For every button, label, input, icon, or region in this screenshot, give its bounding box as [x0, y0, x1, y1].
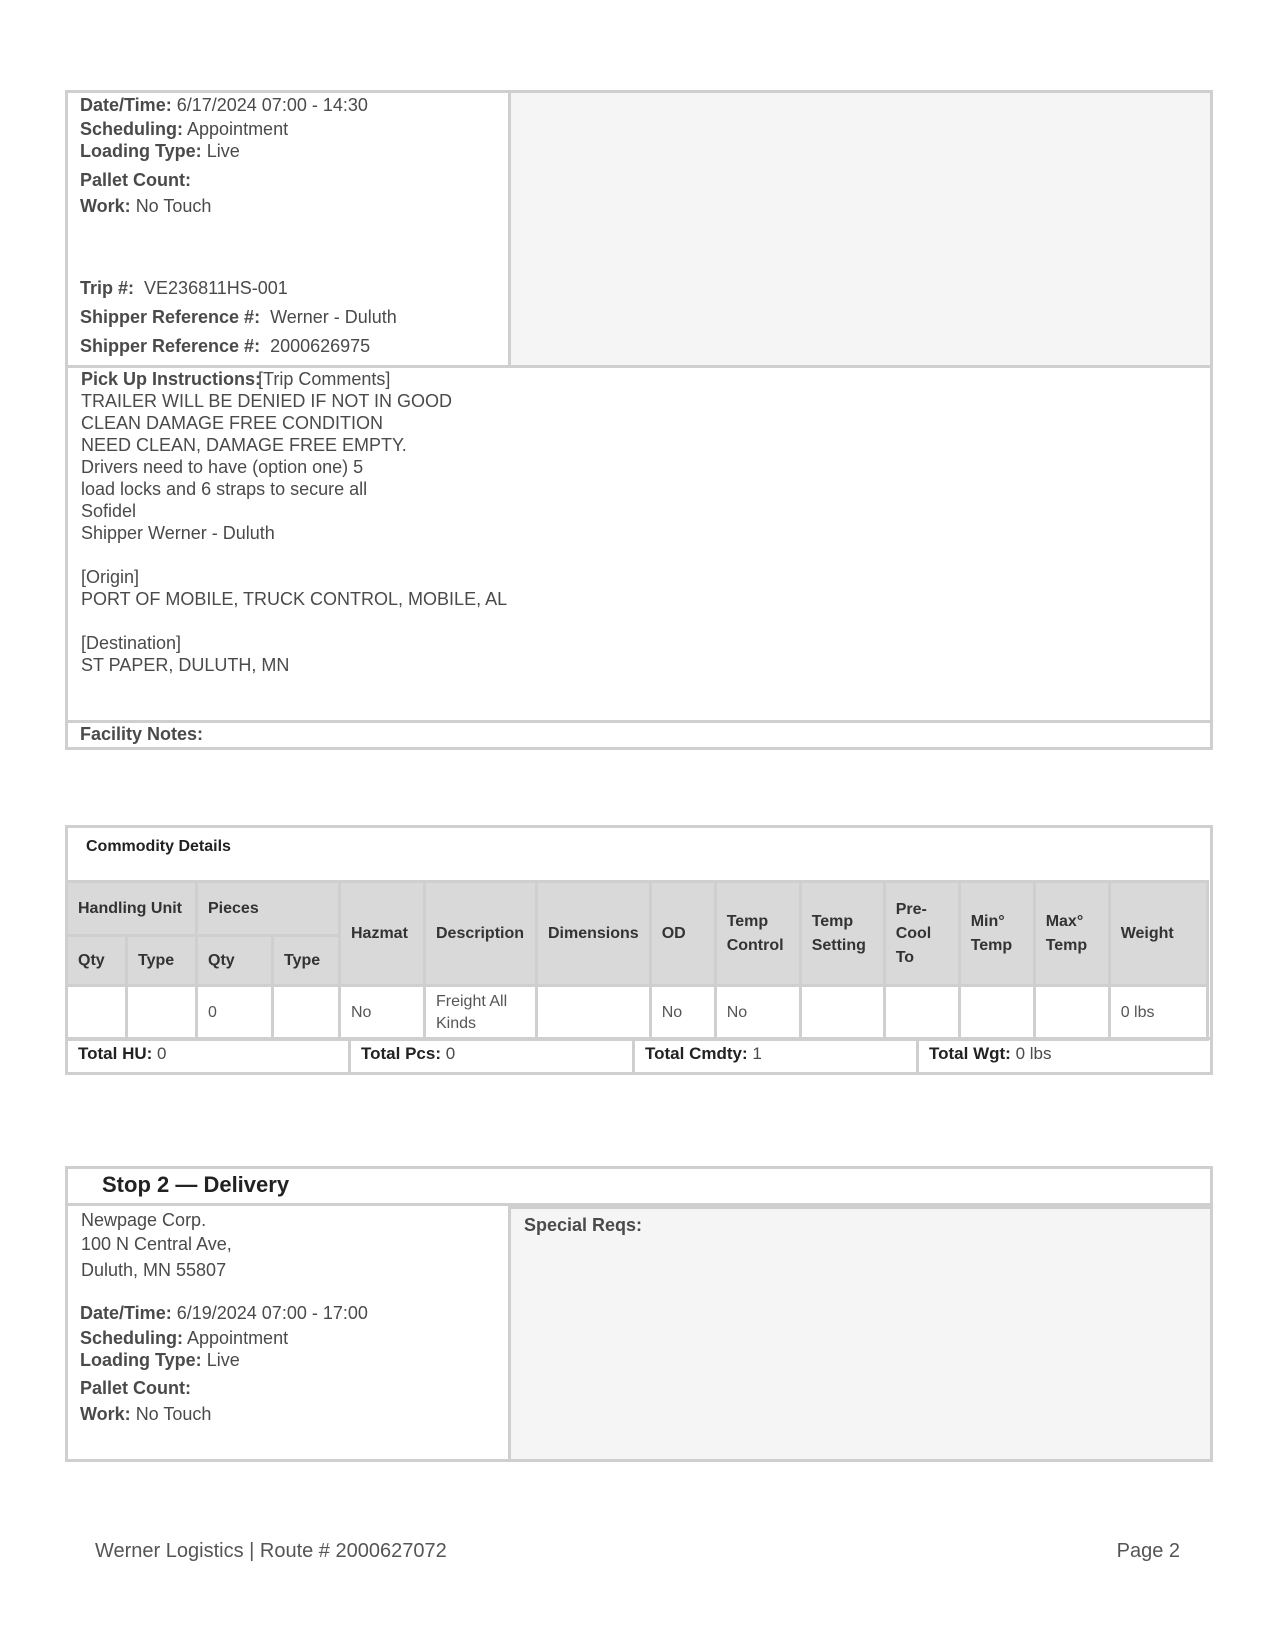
cell-hu-type — [127, 986, 197, 1040]
pallet-count-label: Pallet Count: — [80, 170, 191, 190]
header-min-temp: Min° Temp — [959, 882, 1034, 986]
total-pcs-label: Total Pcs: — [361, 1044, 441, 1063]
work-value: No Touch — [135, 196, 212, 216]
datetime-value: 6/17/2024 07:00 - 14:30 — [176, 95, 368, 115]
shipper-ref-value: Werner - Duluth — [270, 307, 397, 327]
stop2-datetime — [80, 1302, 368, 1324]
scheduling-value: Appointment — [187, 119, 289, 139]
loading-type-value: Live — [206, 141, 240, 161]
stop1-datetime — [80, 94, 368, 116]
datetime-label: Date/Time: — [80, 95, 172, 115]
divider — [65, 720, 1213, 723]
pickup-instructions-body: TRAILER WILL BE DENIED IF NOT IN GOOD CLEAN DAMAGE FREE CONDITION NEED CLEAN, DAMAGE FREE EMPTY. Drivers need to have (option one) 5 load locks and 6 straps to secure all Sofidel Shipper Werner - Duluth [Origin] PORT OF MOBILE, TRUCK CONTROL, MOBILE, AL [Destination] ST PAPER, DULUTH, MN — [81, 391, 508, 675]
trip-label: Trip #: — [80, 278, 135, 298]
total-cmdty-label: Total Cmdty: — [645, 1044, 748, 1063]
stop1-right-panel — [508, 90, 1213, 368]
cell-temp-setting — [800, 986, 884, 1040]
header-dimensions: Dimensions — [537, 882, 651, 986]
shipper-ref-label: Shipper Reference #: — [80, 307, 261, 327]
header-max-temp: Max° Temp — [1034, 882, 1109, 986]
cell-description: Freight All Kinds — [425, 986, 537, 1040]
stop2-address2: Duluth, MN 55807 — [81, 1260, 227, 1280]
stop2-address1: 100 N Central Ave, — [81, 1234, 232, 1254]
total-hu-value: 0 — [157, 1044, 167, 1063]
cell-pcs-type — [273, 986, 340, 1040]
total-pcs — [348, 1037, 635, 1075]
total-hu — [65, 1037, 351, 1075]
pallet-count-label: Pallet Count: — [80, 1378, 191, 1398]
facility-notes-label: Facility Notes: — [80, 724, 204, 744]
stop2-work — [80, 1403, 211, 1425]
total-wgt-label: Total Wgt: — [929, 1044, 1011, 1063]
commodity-table — [65, 880, 1209, 1041]
total-wgt-value: 0 lbs — [1015, 1044, 1052, 1063]
cell-weight: 0 lbs — [1109, 986, 1207, 1040]
stop1-trip — [80, 277, 288, 299]
header-pcs-qty: Qty — [197, 936, 273, 986]
trip-value: VE236811HS-001 — [144, 278, 288, 298]
datetime-value: 6/19/2024 07:00 - 17:00 — [176, 1303, 368, 1323]
footer-route: Werner Logistics | Route # 2000627072 — [95, 1540, 447, 1562]
facility-notes — [80, 723, 203, 745]
stop2-title: Stop 2 — Delivery — [102, 1172, 290, 1197]
shipper-ref-value: 2000626975 — [270, 336, 371, 356]
stop1-shipper-ref-1 — [80, 306, 397, 328]
stop2-right-panel — [508, 1206, 1213, 1462]
header-precool: Pre-Cool To — [884, 882, 959, 986]
cell-hu-qty — [67, 986, 127, 1040]
stop1-work — [80, 195, 211, 217]
divider — [65, 1203, 1213, 1206]
scheduling-value: Appointment — [187, 1328, 289, 1348]
table-row — [67, 986, 1208, 1040]
header-pcs-type: Type — [273, 936, 340, 986]
stop1-loading-type — [80, 140, 240, 162]
commodity-title: Commodity Details — [86, 838, 231, 855]
loading-type-label: Loading Type: — [80, 141, 202, 161]
special-reqs-label: Special Reqs: — [524, 1215, 643, 1235]
stop2-scheduling — [80, 1327, 288, 1349]
special-reqs — [524, 1214, 642, 1236]
work-label: Work: — [80, 196, 131, 216]
header-pieces: Pieces — [197, 882, 340, 936]
cell-max-temp — [1034, 986, 1109, 1040]
header-weight: Weight — [1109, 882, 1207, 986]
total-pcs-value: 0 — [445, 1044, 456, 1063]
scheduling-label: Scheduling: — [80, 1328, 183, 1348]
header-handling-unit: Handling Unit — [67, 882, 197, 936]
total-cmdty-value: 1 — [752, 1044, 762, 1063]
total-wgt — [916, 1037, 1213, 1075]
pickup-instructions-first-line: [Trip Comments] — [258, 369, 391, 389]
datetime-label: Date/Time: — [80, 1303, 172, 1323]
header-description: Description — [425, 882, 537, 986]
header-temp-setting: Temp Setting — [800, 882, 884, 986]
stop2-pallet-count — [80, 1377, 191, 1399]
cell-precool — [884, 986, 959, 1040]
cell-dimensions — [537, 986, 651, 1040]
work-value: No Touch — [135, 1404, 212, 1424]
header-hu-type: Type — [127, 936, 197, 986]
stop1-scheduling — [80, 118, 288, 140]
stop1-pallet-count — [80, 169, 191, 191]
loading-type-value: Live — [206, 1350, 240, 1370]
table-header-row — [67, 882, 1208, 936]
header-temp-control: Temp Control — [715, 882, 800, 986]
stop1-shipper-ref-2 — [80, 335, 370, 357]
scheduling-label: Scheduling: — [80, 119, 183, 139]
pickup-instructions-label: Pick Up Instructions: — [81, 369, 262, 389]
pickup-instructions-text — [81, 368, 981, 676]
stop2-company: Newpage Corp. — [81, 1210, 207, 1230]
work-label: Work: — [80, 1404, 131, 1424]
footer-page-number: Page 2 — [1116, 1540, 1180, 1562]
shipper-ref-label: Shipper Reference #: — [80, 336, 261, 356]
header-od: OD — [650, 882, 715, 986]
cell-od: No — [650, 986, 715, 1040]
cell-pcs-qty: 0 — [197, 986, 273, 1040]
total-cmdty — [632, 1037, 919, 1075]
loading-type-label: Loading Type: — [80, 1350, 202, 1370]
total-hu-label: Total HU: — [78, 1044, 153, 1063]
cell-temp-control: No — [715, 986, 800, 1040]
cell-hazmat: No — [340, 986, 425, 1040]
header-hu-qty: Qty — [67, 936, 127, 986]
header-hazmat: Hazmat — [340, 882, 425, 986]
cell-min-temp — [959, 986, 1034, 1040]
stop2-loading-type — [80, 1349, 240, 1371]
